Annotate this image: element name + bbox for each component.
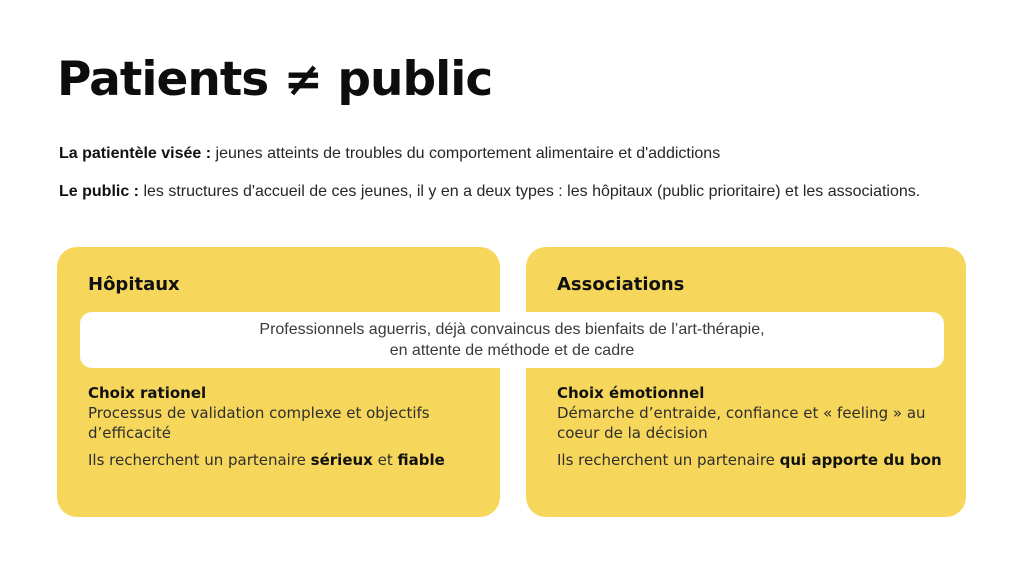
- card-hopitaux-body: [88, 383, 482, 470]
- card-hopitaux-choice-title: Choix rationel: [88, 384, 207, 402]
- overlay-line-2: en attente de méthode et de cadre: [389, 342, 635, 359]
- card-hopitaux: [57, 247, 500, 517]
- card-associations-choice-desc: Démarche d’entraide, confiance et « feeling » au coeur de la décision: [557, 404, 926, 442]
- card-associations-partner-line: [557, 450, 948, 470]
- page-title: Patients ≠ public: [57, 52, 493, 107]
- card-hopitaux-header: Hôpitaux: [88, 274, 180, 295]
- card-associations-header: Associations: [557, 274, 685, 295]
- intro-paragraph-public: [59, 181, 965, 202]
- shared-overlay-banner: [80, 312, 944, 368]
- intro-paragraph-patientele: [59, 143, 965, 164]
- card-associations-choice-title: Choix émotionnel: [557, 384, 705, 402]
- intro-public-text: les structures d'accueil de ces jeunes, il y en a deux types : les hôpitaux (public prioritaire) et les associations.: [139, 183, 921, 200]
- partner-bold-2: fiable: [397, 451, 445, 469]
- card-associations: [526, 247, 966, 517]
- partner-bold-1: qui apporte du bon: [779, 451, 942, 469]
- partner-bold-1: sérieux: [310, 451, 373, 469]
- card-hopitaux-choice-desc: Processus de validation complexe et objectifs d’efficacité: [88, 404, 430, 442]
- intro-patientele-label: La patientèle visée :: [59, 145, 212, 162]
- partner-prefix: Ils recherchent un partenaire: [557, 451, 780, 469]
- card-associations-body: [557, 383, 948, 470]
- partner-prefix: Ils recherchent un partenaire: [88, 451, 311, 469]
- overlay-line-1: Professionnels aguerris, déjà convaincus des bienfaits de l’art-thérapie,: [259, 321, 765, 338]
- intro-patientele-text: jeunes atteints de troubles du comportement alimentaire et d'addictions: [211, 145, 721, 162]
- intro-public-label: Le public :: [59, 183, 139, 200]
- partner-middle: et: [372, 451, 398, 469]
- card-hopitaux-partner-line: [88, 450, 482, 470]
